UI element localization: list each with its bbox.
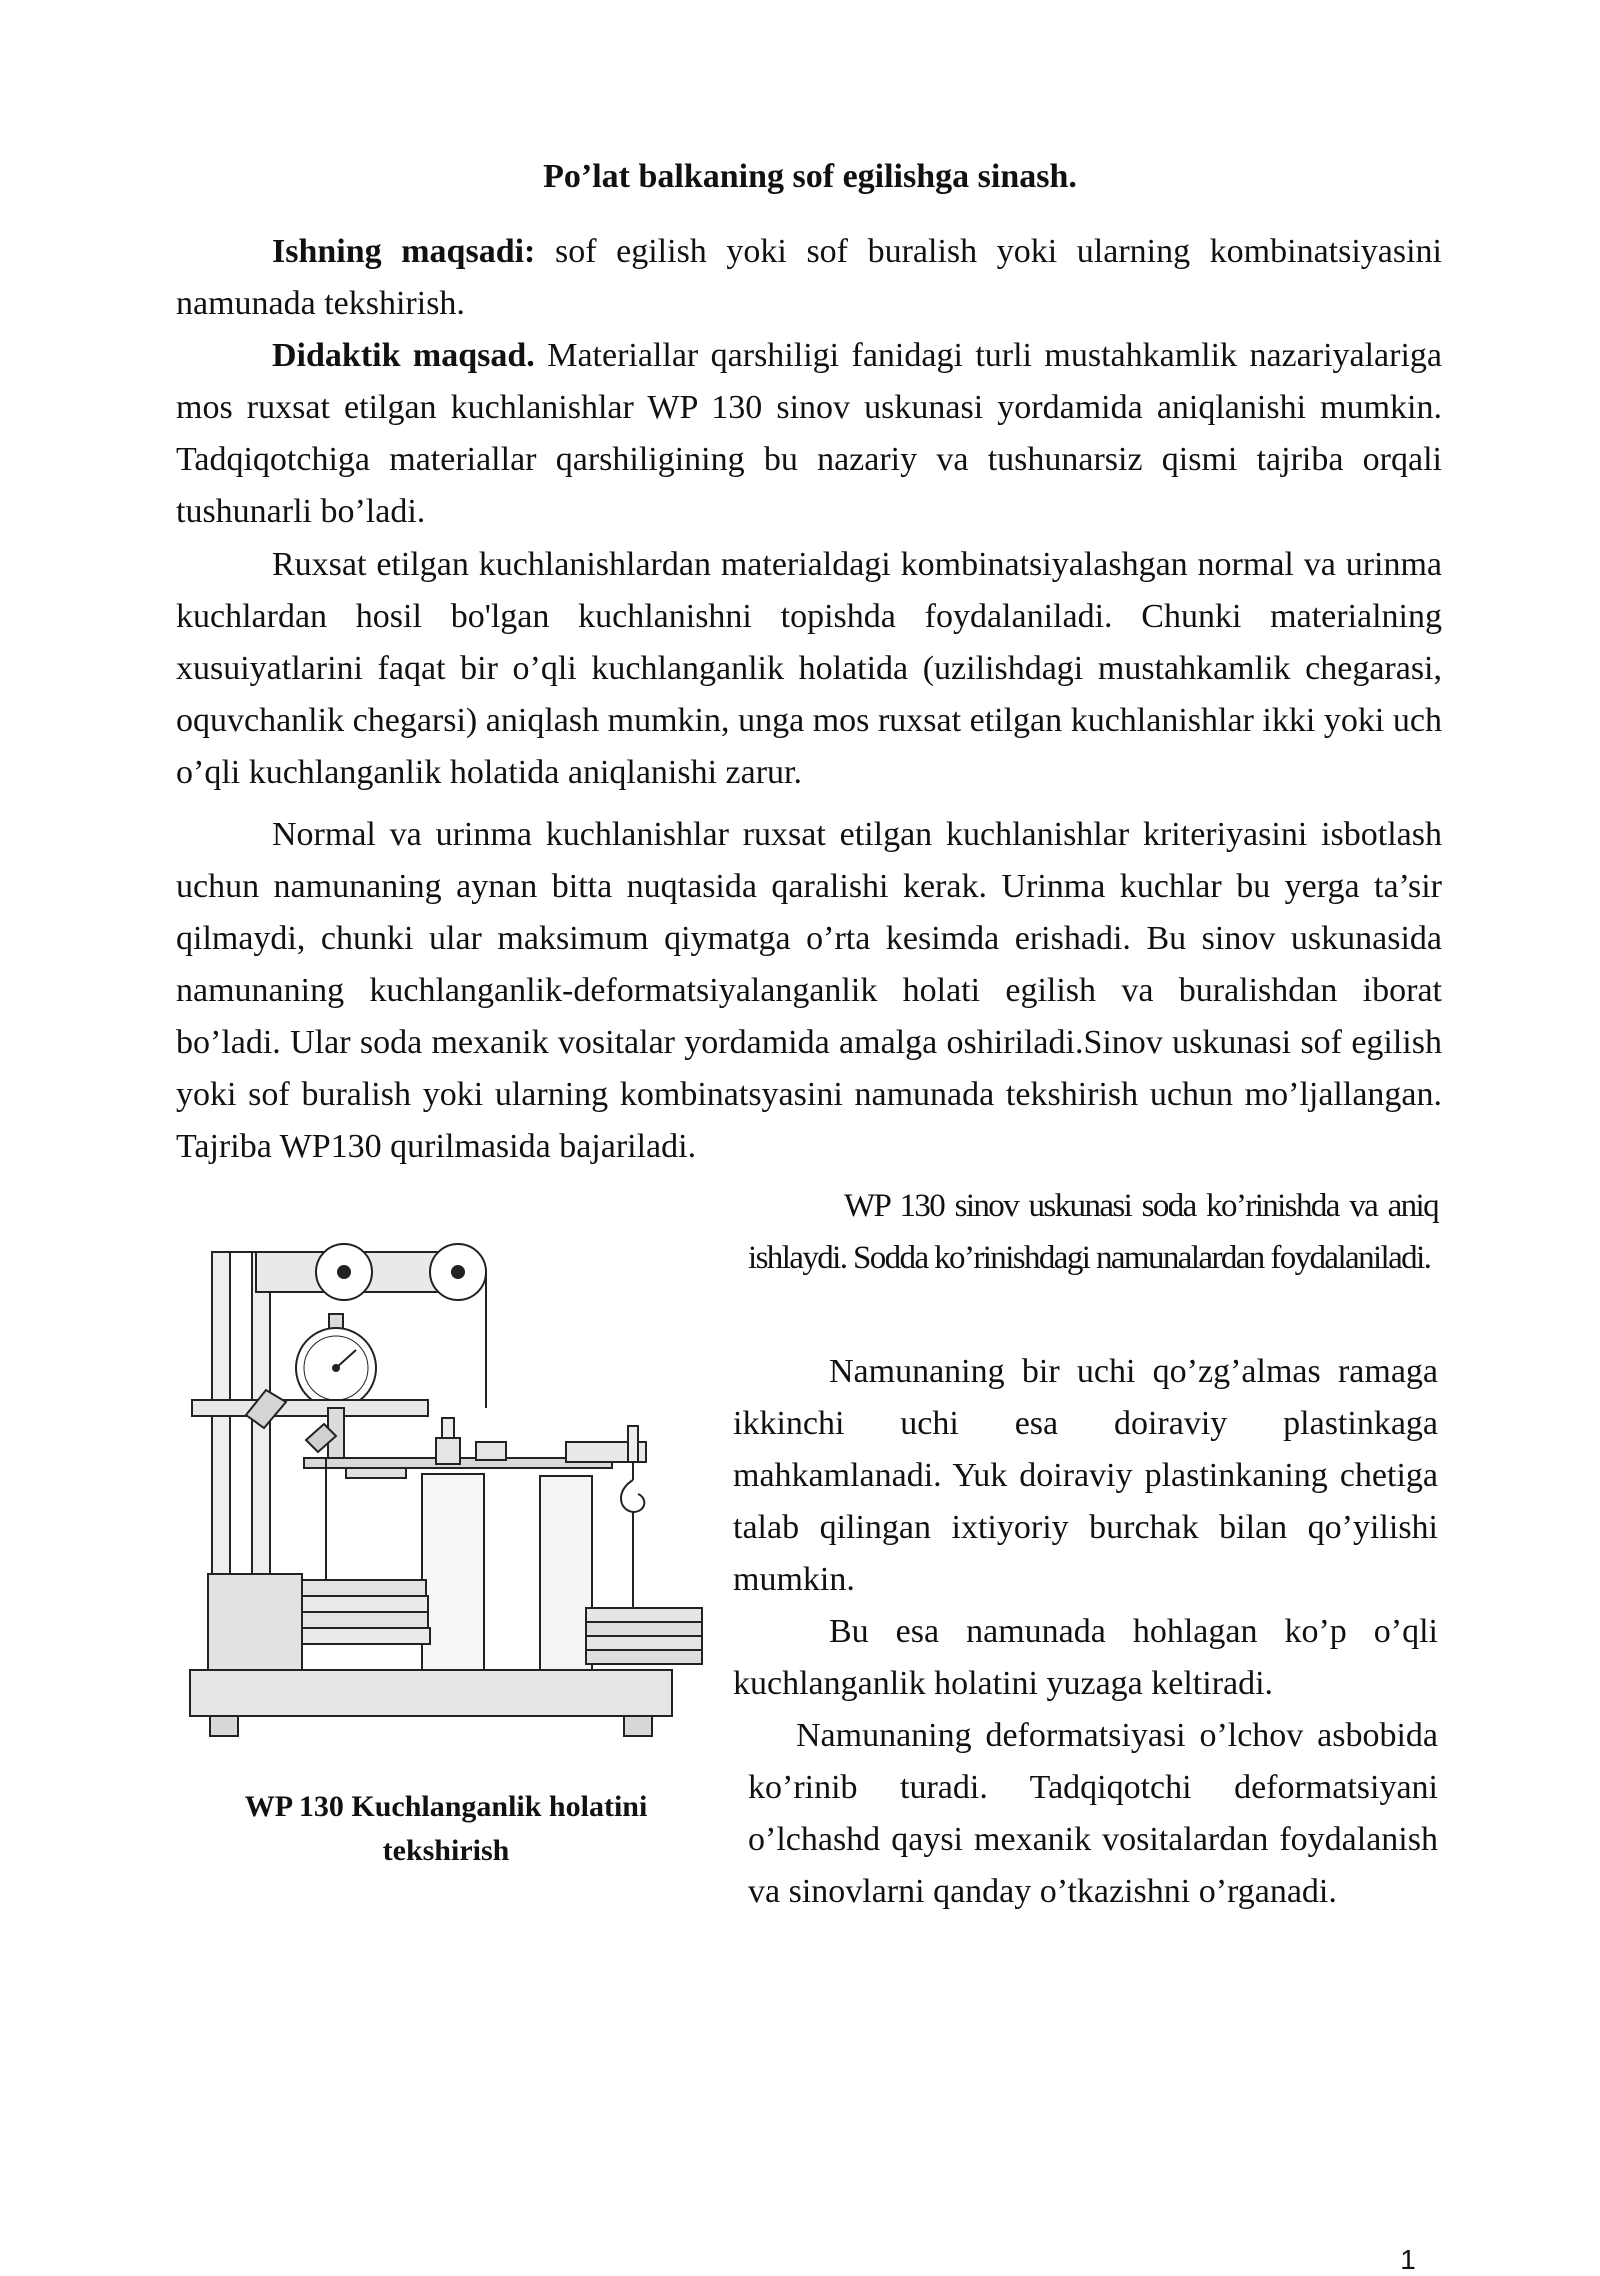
paragraph-deformation: Namunaning deformatsiyasi o’lchov asbobida ko’rinib turadi. Tadqiqotchi deformatsiyani o’lchashd qaysi mexanik vositalardan foydalanish va sinovlarni qanday o’tkazishni o’rganadi.: [748, 1717, 1438, 1910]
didactic-text: Materiallar qarshiligi fanidagi turli mustahkamlik nazariyalariga mos ruxsat etilgan kuchlanishlar WP 130 sinov uskunasi yordamida aniqlanishi mumkin. Tadqiqotchiga materiallar qarshiligining bu nazariy va tushunarsiz qismi tajriba orqali tushunarli bo’ladi.: [176, 337, 1442, 530]
paragraph-device-description: WP 130 sinov uskunasi soda ko’rinishda va aniq ishlaydi. Sodda ko’rinishdagi namunalardan foydalaniladi.: [748, 1188, 1438, 1276]
page-title: Po’lat balkaning sof egilishga sinash.: [543, 158, 1077, 195]
paragraph-normal-shear: Normal va urinma kuchlanishlar ruxsat etilgan kuchlanishlar kriteriyasini isbotlash uchun namunaning aynan bitta nuqtasida qaralishi kerak. Urinma kuchlar bu yerga ta’sir qilmaydi, chunki ular maksimum qiymatga o’rta kesimda erishadi. Bu sinov uskunasida namunaning kuchlanganlik-deformatsiyalanganlik holati egilish va buralishdan iborat bo’ladi. Ular soda mexanik vositalar yordamida amalga oshiriladi.Sinov uskunasi sof egilish yoki sof buralish yoki ularning kombinatsyasini namunada tekshirish uchun mo’ljallangan. Tajriba WP130 qurilmasida bajariladi.: [176, 816, 1442, 1165]
paragraph-allowable-stress: Ruxsat etilgan kuchlanishlardan materialdagi kombinatsiyalashgan normal va urinma kuchlardan hosil bo'lgan kuchlanishni topishda foydalaniladi. Chunki materialning xusuiyatlarini faqat bir o’qli kuchlanganlik holatida (uzilishdagi mustahkamlik chegarasi, oquvchanlik chegarsi) aniqlash mumkin, unga mos ruxsat etilgan kuchlanishlar ikki yoki uch o’qli kuchlanganlik holatida aniqlanishi zarur.: [176, 546, 1442, 791]
paragraph-stress-state: Bu esa namunada hohlagan ko’p o’qli kuchlanganlik holatini yuzaga keltiradi.: [733, 1613, 1438, 1702]
paragraph-didactic-goal: [176, 330, 1442, 538]
paragraph-goal: [176, 226, 1442, 330]
wp130-apparatus-illustration: [186, 1240, 716, 1750]
didactic-label: Didaktik maqsad.: [272, 337, 535, 374]
apparatus-figure: [186, 1240, 716, 1750]
goal-label: Ishning maqsadi:: [272, 233, 536, 270]
goal-text: sof egilish yoki sof buralish yoki ularning kombinatsiyasini namunada tekshirish.: [176, 233, 1443, 322]
paragraph-specimen-mounting: Namunaning bir uchi qo’zg’almas ramaga ikkinchi uchi esa doiraviy plastinkaga mahkamlanadi. Yuk doiraviy plastinkaning chetiga talab qilingan ixtiyoriy burchak bilan qo’yilishi mumkin.: [733, 1353, 1438, 1598]
figure-caption: WP 130 Kuchlanganlik holatini tekshirish: [244, 1790, 648, 1867]
page-number: 1: [1400, 2244, 1416, 2275]
